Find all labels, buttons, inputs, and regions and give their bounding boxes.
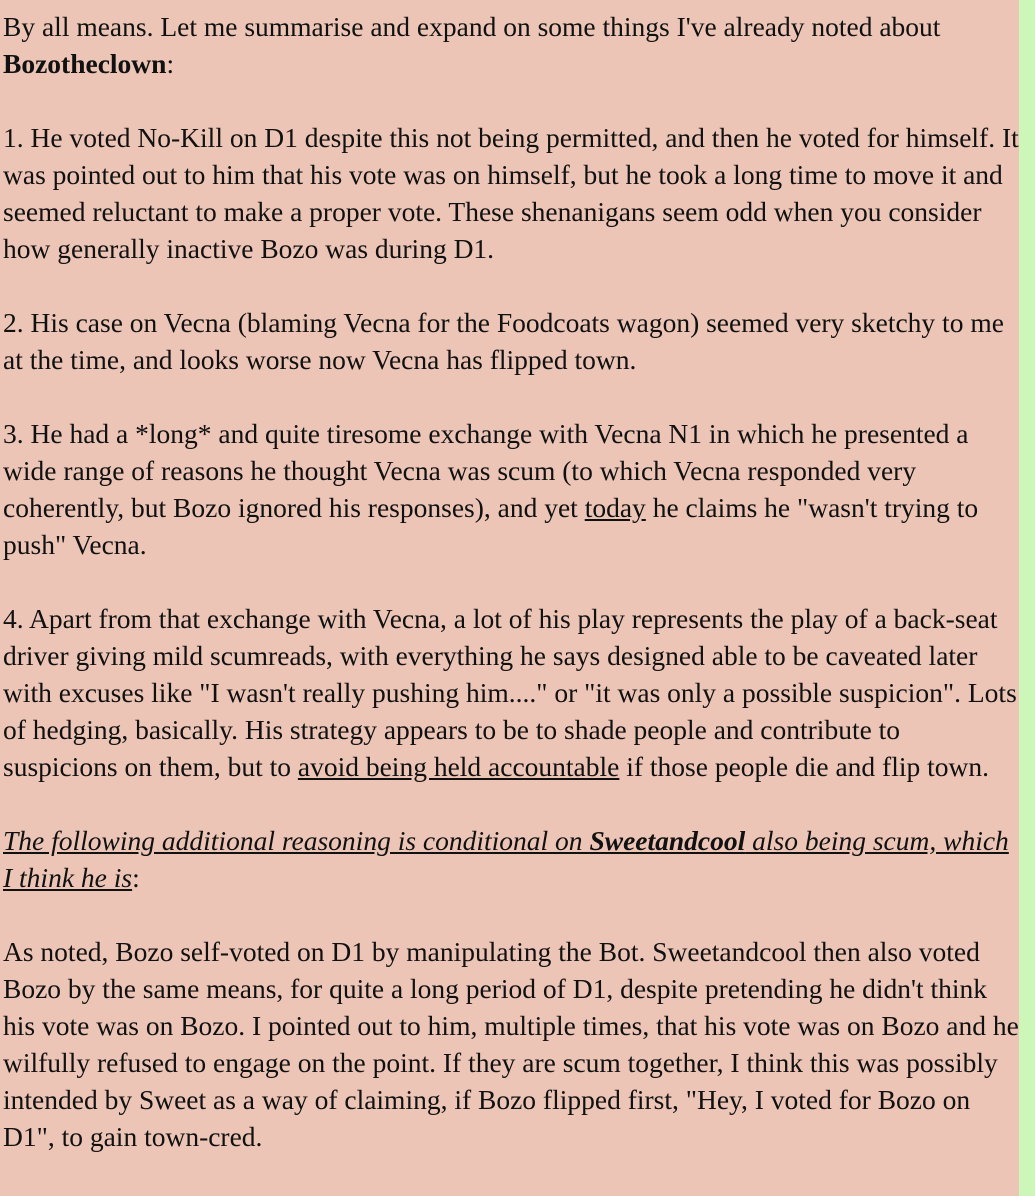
point-3-paragraph: 3. He had a *long* and quite tiresome exchange with Vecna N1 in which he presented a wide range of reasons he thought Vecna was scum (to which Vecna responded very coherently, but Bozo ignored his responses), and yet today he claims he "wasn't trying to push" Vecna. bbox=[3, 418, 979, 560]
point-1-paragraph: 1. He voted No-Kill on D1 despite this not being permitted, and then he voted for himself. It was pointed out to him that his vote was on himself, but he took a long time to move it and seemed reluctant to make a proper vote. These shenanigans seem odd when you consider how generally inactive Bozo was during D1. bbox=[3, 122, 1019, 264]
underlined-accountable: avoid being held accountable bbox=[297, 751, 620, 782]
intro-text: By all means. Let me summarise and expand on some things I've already noted about bbox=[3, 11, 941, 42]
point-2-paragraph: 2. His case on Vecna (blaming Vecna for the Foodcoats wagon) seemed very sketchy to me at the time, and looks worse now Vecna has flipped town. bbox=[3, 307, 1004, 375]
conditional-paragraph: The following additional reasoning is conditional on Sweetandcool also being scum, which I think he is: bbox=[3, 825, 1009, 893]
conditional-statement: The following additional reasoning is conditional on Sweetandcool also being scum, which I think he is bbox=[3, 825, 1009, 893]
point-4-paragraph: 4. Apart from that exchange with Vecna, a lot of his play represents the play of a back-seat driver giving mild scumreads, with everything he says designed able to be caveated later with excuses like "I wasn't really pushing him...." or "it was only a possible suspicion". Lots of hedging, basically. His strategy appears to be to shade people and contribute to suspicions on them, but to avoid being held accountable if those people die and flip town. bbox=[3, 603, 1017, 782]
player-name-sweetandcool: Sweetandcool bbox=[589, 825, 746, 856]
final-paragraph: As noted, Bozo self-voted on D1 by manipulating the Bot. Sweetandcool then also voted Bozo by the same means, for quite a long period of D1, despite pretending he didn't think his vote was on Bozo. I pointed out to him, multiple times, that his vote was on Bozo and he wilfully refused to engage on the point. If they are scum together, I think this was possibly intended by Sweet as a way of claiming, if Bozo flipped first, "Hey, I voted for Bozo on D1", to gain town-cred. bbox=[3, 936, 1019, 1152]
intro-paragraph: By all means. Let me summarise and expand on some things I've already noted about Bozotheclown: bbox=[3, 11, 941, 79]
underlined-today: today bbox=[584, 492, 646, 523]
player-name-bozotheclown: Bozotheclown bbox=[3, 48, 167, 79]
